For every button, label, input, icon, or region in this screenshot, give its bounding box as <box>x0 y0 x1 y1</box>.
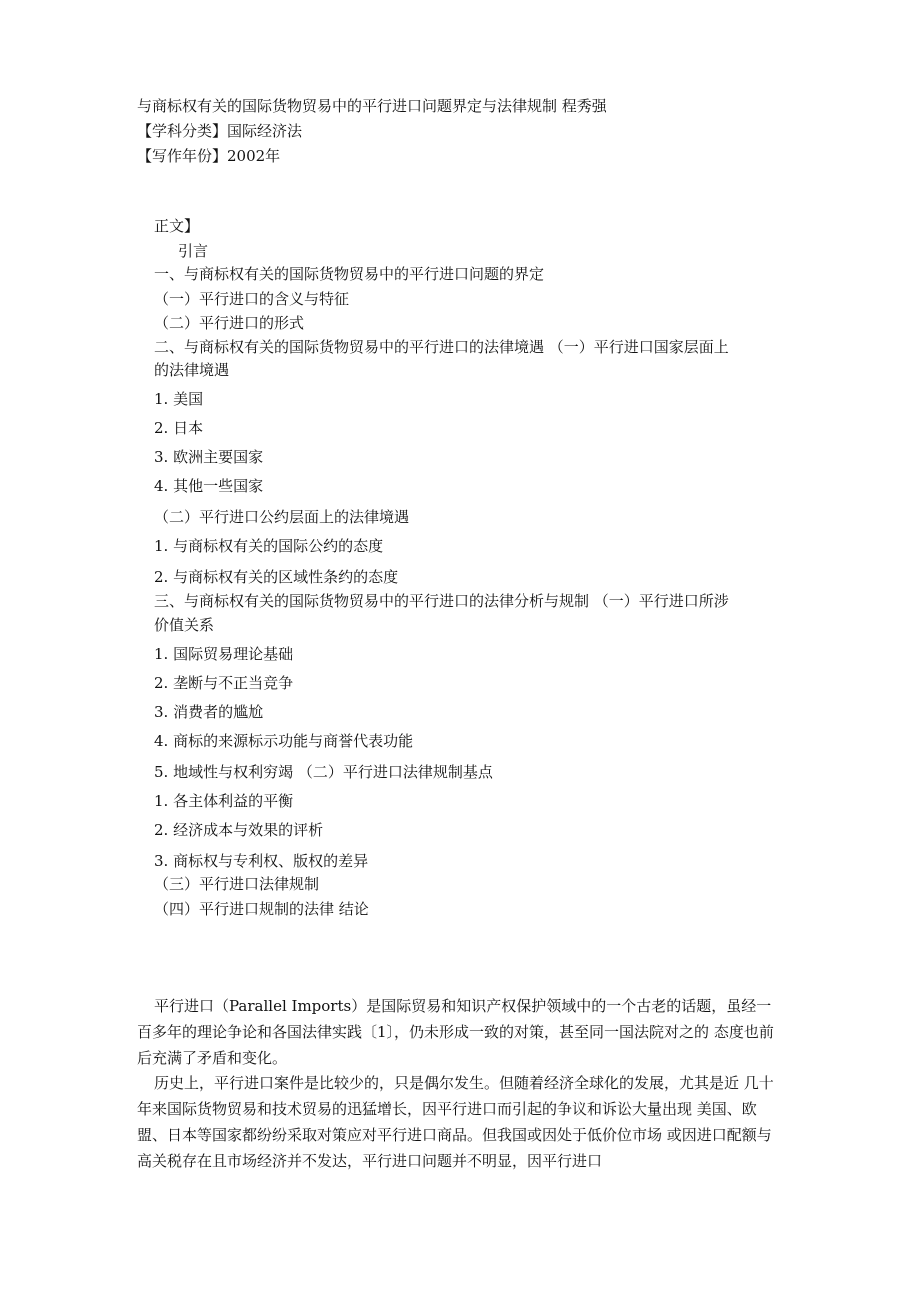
toc-item: 5. 地域性与权利穷竭 （二）平行进口法律规制基点 <box>154 763 493 781</box>
document-title: 与商标权有关的国际货物贸易中的平行进口问题界定与法律规制 程秀强 <box>137 97 607 115</box>
toc-item: 价值关系 <box>154 616 215 634</box>
toc-item: （一）平行进口的含义与特征 <box>154 290 350 308</box>
subject-category: 【学科分类】国际经济法 <box>137 122 303 140</box>
toc-item: 1. 国际贸易理论基础 <box>154 645 294 663</box>
toc-item: 4. 商标的来源标示功能与商誉代表功能 <box>154 732 414 750</box>
toc-item: （二）平行进口公约层面上的法律境遇 <box>154 508 410 526</box>
toc-item: 3. 消费者的尴尬 <box>154 703 264 721</box>
toc-item: （四）平行进口规制的法律 结论 <box>154 900 369 918</box>
body-paragraph: 历史上，平行进口案件是比较少的，只是偶尔发生。但随着经济全球化的发展，尤其是近 几十年来国际货物贸易和技术贸易的迅猛增长，因平行进口而引起的争议和诉讼大量出现 美国、欧盟、日本等国家都纷纷采取对策应对平行进口商品。但我国或因处于低价位市场 或因进口配额与高关税存在且市场经济并不发达，平行进口问题并不明显，因平行进口 <box>137 1074 774 1170</box>
toc-item: （二）平行进口的形式 <box>154 314 305 332</box>
writing-year: 【写作年份】2002年 <box>137 147 281 165</box>
toc-item: 三、与商标权有关的国际货物贸易中的平行进口的法律分析与规制 （一）平行进口所涉 <box>154 592 729 610</box>
toc-item: 3. 欧洲主要国家 <box>154 448 264 466</box>
toc-heading: 正文】 <box>154 217 200 235</box>
toc-item: 一、与商标权有关的国际货物贸易中的平行进口问题的界定 <box>154 265 545 283</box>
toc-item: 1. 美国 <box>154 390 204 408</box>
toc-item: 2. 与商标权有关的区域性条约的态度 <box>154 568 399 586</box>
toc-item: 的法律境遇 <box>154 361 230 379</box>
toc-item: （三）平行进口法律规制 <box>154 875 320 893</box>
body-paragraph: 平行进口（Parallel Imports）是国际贸易和知识产权保护领域中的一个古老的话题，虽经一百多年的理论争论和各国法律实践〔1〕，仍未形成一致的对策，甚至同一国法院对之的 态度也前后充满了矛盾和变化。 <box>137 997 774 1067</box>
toc-item: 4. 其他一些国家 <box>154 477 264 495</box>
toc-item: 二、与商标权有关的国际货物贸易中的平行进口的法律境遇 （一）平行进口国家层面上 <box>154 338 729 356</box>
toc-item: 2. 垄断与不正当竞争 <box>154 674 294 692</box>
toc-item: 1. 各主体利益的平衡 <box>154 792 294 810</box>
toc-intro: 引言 <box>178 242 209 260</box>
toc-item: 1. 与商标权有关的国际公约的态度 <box>154 537 384 555</box>
toc-item: 3. 商标权与专利权、版权的差异 <box>154 852 369 870</box>
toc-item: 2. 经济成本与效果的评析 <box>154 821 324 839</box>
toc-item: 2. 日本 <box>154 419 204 437</box>
